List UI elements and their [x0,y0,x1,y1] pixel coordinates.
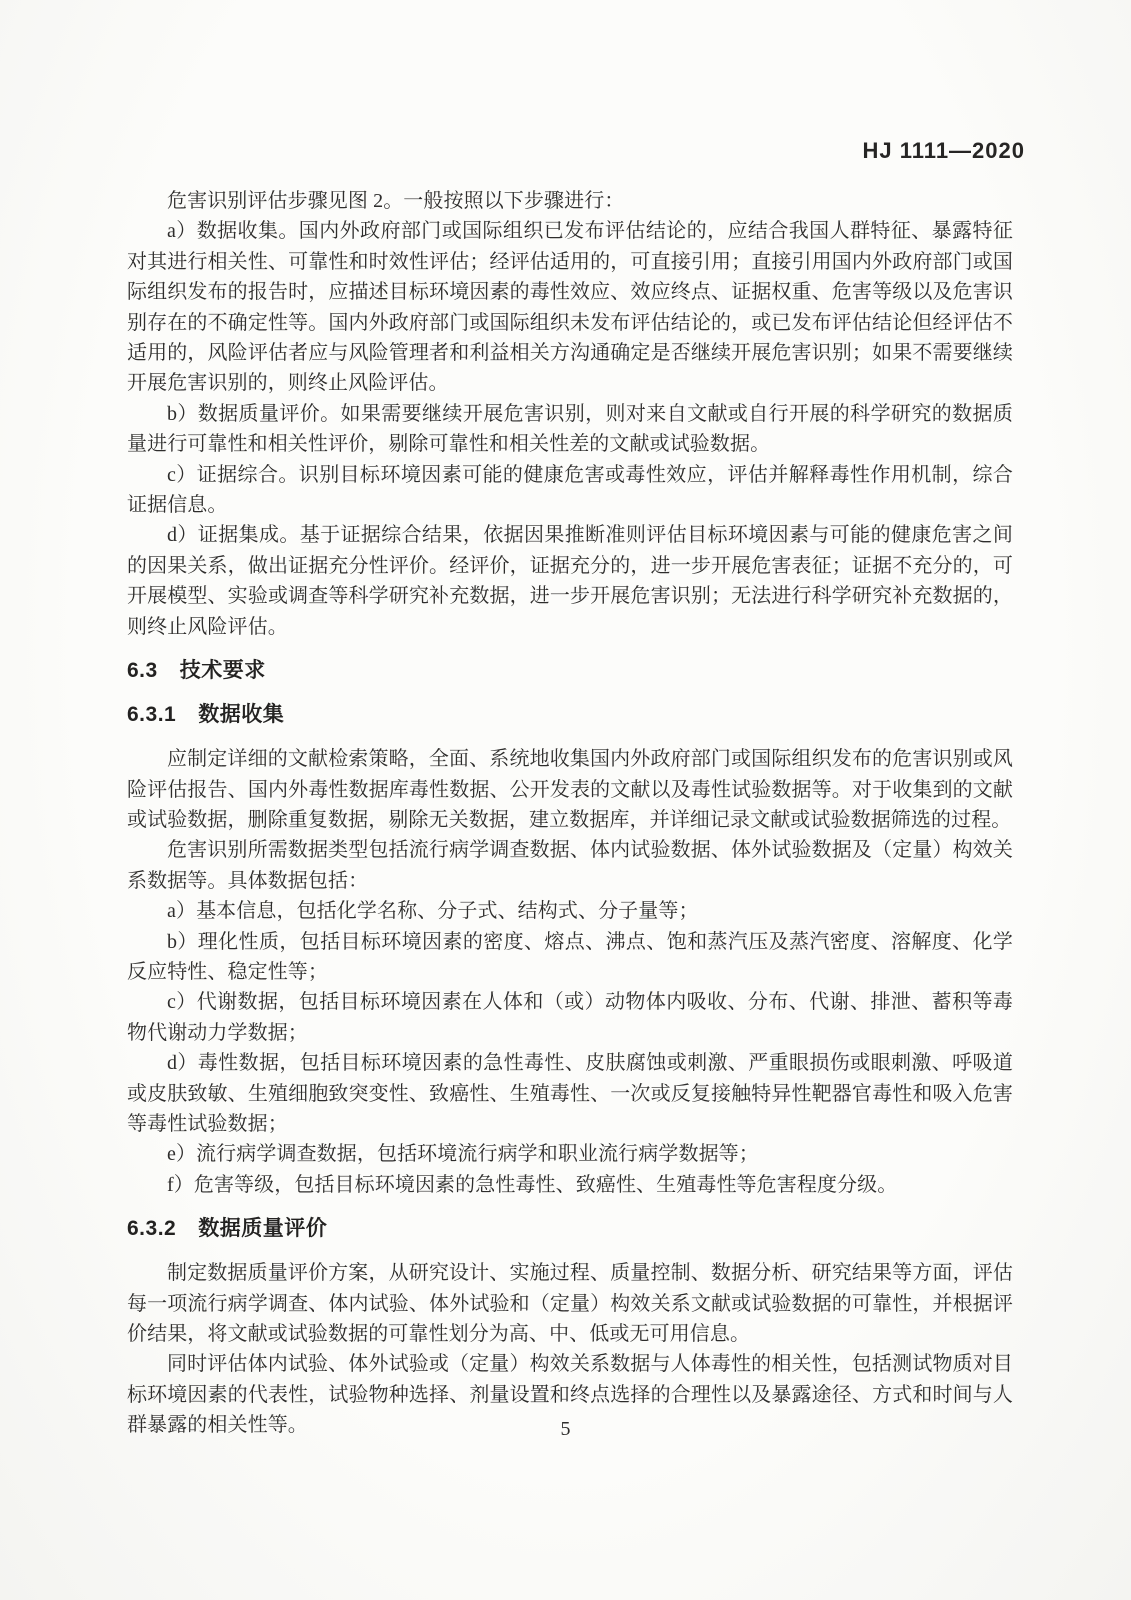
section-number: 6.3 [127,659,158,683]
section-number: 6.3.1 [127,703,177,727]
paragraph-632-1: 制定数据质量评价方案，从研究设计、实施过程、质量控制、数据分析、研究结果等方面，评估每一项流行病学调查、体内试验、体外试验和（定量）构效关系文献或试验数据的可靠性，并根据评价结果，将文献或试验数据的可靠性划分为高、中、低或无可用信息。 [127,1262,1013,1345]
section-title: 数据收集 [198,703,285,727]
list-item-a: a）基本信息，包括化学名称、分子式、结构式、分子量等； [167,900,699,923]
standard-code-header: HJ 1111—2020 [862,138,1025,163]
list-item-b: b）理化性质，包括目标环境因素的密度、熔点、沸点、饱和蒸汽压及蒸汽密度、溶解度、化学反应特性、稳定性等； [127,930,1013,983]
paragraph-632-2: 同时评估体内试验、体外试验或（定量）构效关系数据与人体毒性的相关性，包括测试物质对目标环境因素的代表性，试验物种选择、剂量设置和终点选择的合理性以及暴露途径、方式和时间与人群暴露的相关性等。 [127,1353,1013,1437]
section-heading-6-3-2 [127,1214,1013,1244]
section-heading-6-3 [127,656,1013,686]
section-heading-6-3-1 [127,700,1013,730]
step-b-paragraph: b）数据质量评价。如果需要继续开展危害识别，则对来自文献或自行开展的科学研究的数据质量进行可靠性和相关性评价，剔除可靠性和相关性差的文献或试验数据。 [127,402,1013,456]
step-c-paragraph: c）证据综合。识别目标环境因素可能的健康危害或毒性效应，评估并解释毒性作用机制，综合证据信息。 [127,463,1013,517]
paragraph-631-1: 应制定详细的文献检索策略，全面、系统地收集国内外政府部门或国际组织发布的危害识别或风险评估报告、国内外毒性数据库毒性数据、公开发表的文献以及毒性试验数据等。对于收集到的文献或试验数据，删除重复数据，剔除无关数据，建立数据库，并详细记录文献或试验数据筛选的过程。 [127,748,1013,831]
section-title: 数据质量评价 [198,1217,328,1241]
step-a-paragraph: a）数据收集。国内外政府部门或国际组织已发布评估结论的，应结合我国人群特征、暴露特征对其进行相关性、可靠性和时效性评估；经评估适用的，可直接引用；直接引用国内外政府部门或国际组织发布的报告时，应描述目标环境因素的毒性效应、效应终点、证据权重、危害等级以及危害识别存在的不确定性等。国内外政府部门或国际组织未发布评估结论的，或已发布评估结论但经评估不适用的，风险评估者应与风险管理者和利益相关方沟通确定是否继续开展危害识别；如果不需要继续开展危害识别的，则终止风险评估。 [127,220,1013,395]
list-item-d: d）毒性数据，包括目标环境因素的急性毒性、皮肤腐蚀或刺激、严重眼损伤或眼刺激、呼吸道或皮肤致敏、生殖细胞致突变性、致癌性、生殖毒性、一次或反复接触特异性靶器官毒性和吸入危害等毒性试验数据； [127,1052,1013,1135]
section-title: 技术要求 [179,659,266,683]
document-body [127,186,1013,1441]
paragraph-631-2: 危害识别所需数据类型包括流行病学调查数据、体内试验数据、体外试验数据及（定量）构效关系数据等。具体数据包括： [127,839,1013,892]
step-d-paragraph: d）证据集成。基于证据综合结果，依据因果推断准则评估目标环境因素与可能的健康危害之间的因果关系，做出证据充分性评价。经评价，证据充分的，进一步开展危害表征；证据不充分的，可开展模型、实验或调查等科学研究补充数据，进一步开展危害识别；无法进行科学研究补充数据的，则终止风险评估。 [127,524,1013,638]
list-item-c: c）代谢数据，包括目标环境因素在人体和（或）动物体内吸收、分布、代谢、排泄、蓄积等毒物代谢动力学数据； [127,991,1013,1044]
list-item-f: f）危害等级，包括目标环境因素的急性毒性、致癌性、生殖毒性等危害程度分级。 [167,1173,898,1196]
list-item-e: e）流行病学调查数据，包括环境流行病学和职业流行病学数据等； [167,1143,759,1166]
page-number: 5 [560,1418,571,1440]
intro-paragraph: 危害识别评估步骤见图 2。一般按照以下步骤进行： [167,190,625,212]
section-number: 6.3.2 [127,1217,177,1241]
